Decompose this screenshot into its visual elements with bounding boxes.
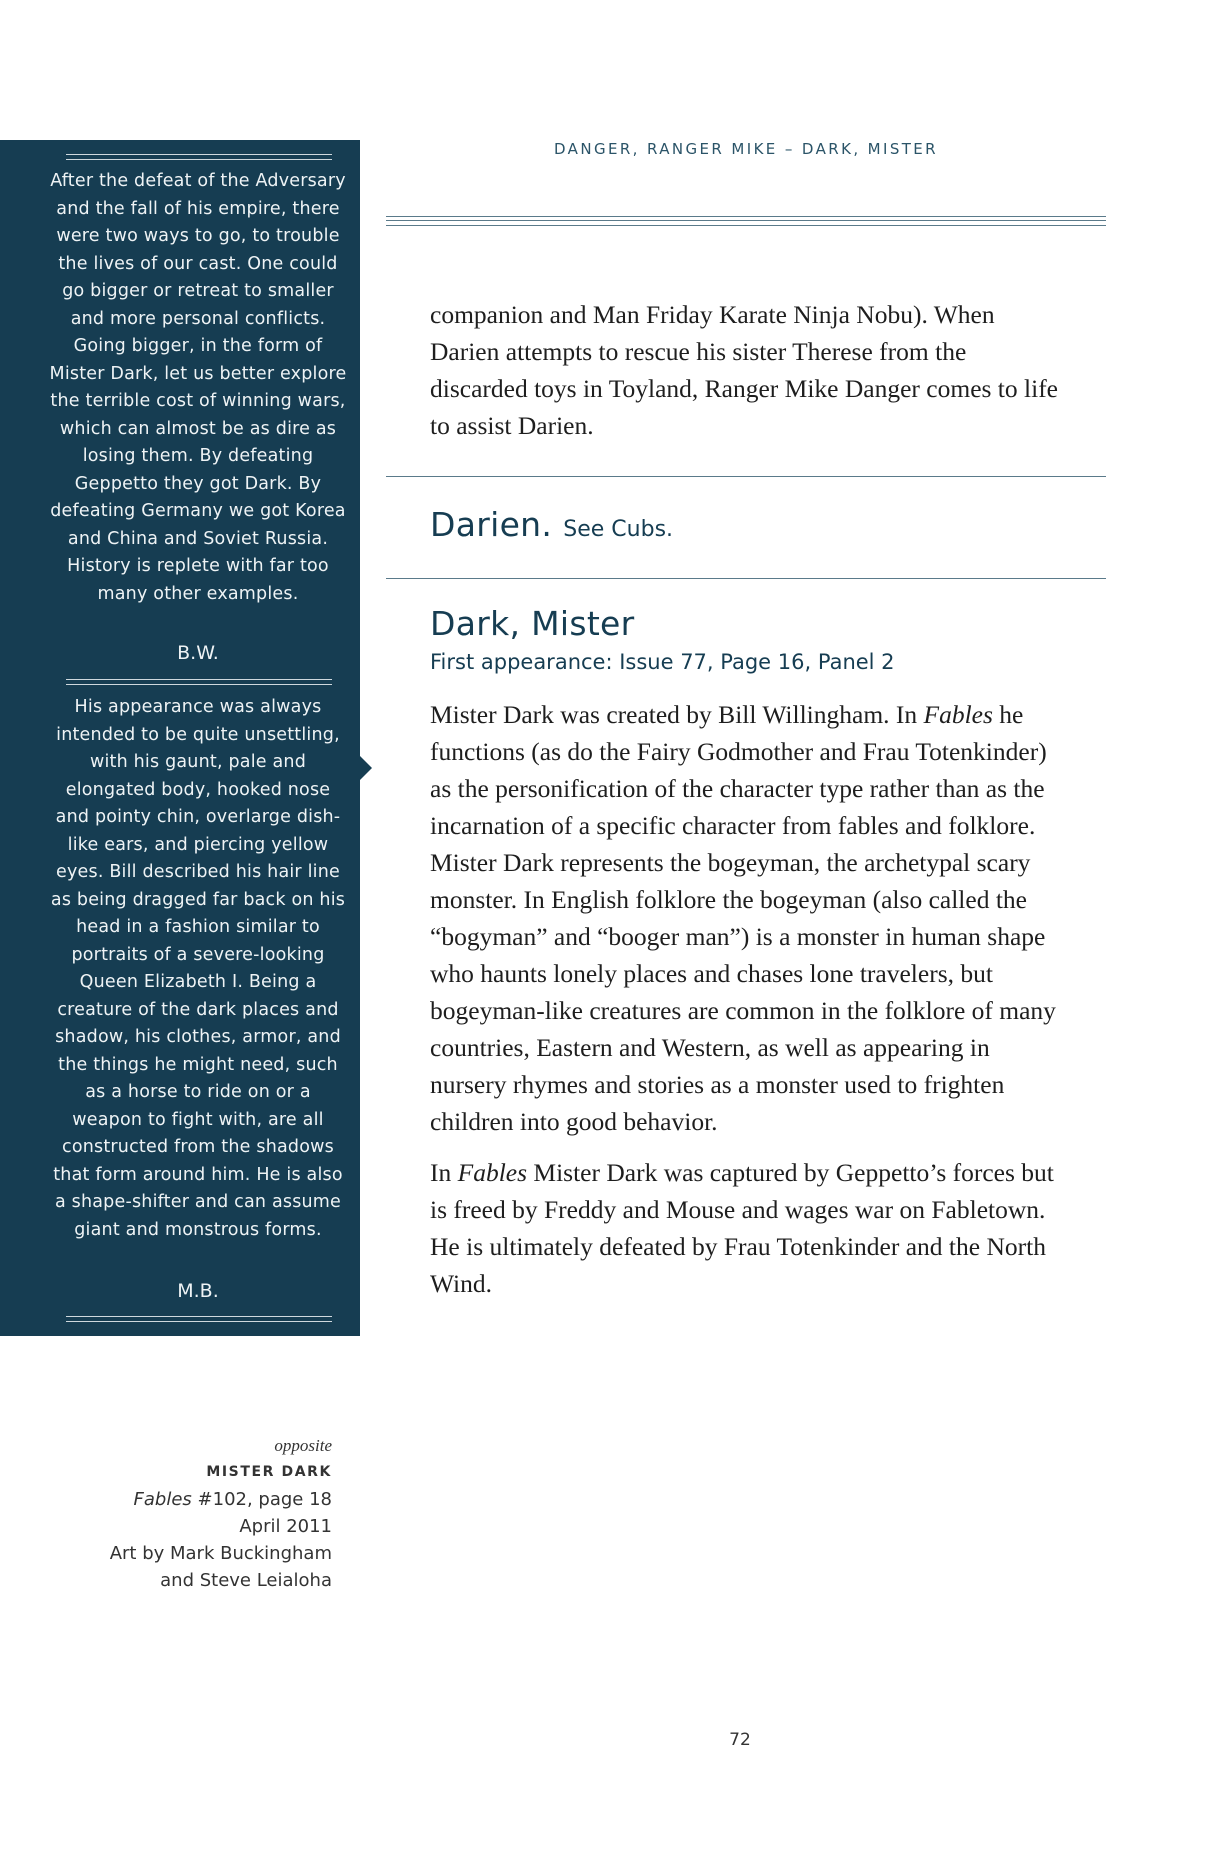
caption-date: April 2011 <box>239 1516 332 1537</box>
continued-paragraph: companion and Man Friday Karate Ninja Nobu). When Darien attempts to rescue his sister Therese from the discarded toys in Toyland, Ranger Mike Danger comes to life to assist Darien. <box>430 300 1058 440</box>
continued-entry-text <box>430 296 1070 458</box>
sidebar-pointer <box>360 756 372 780</box>
text-run: Mister Dark was captured by Geppetto’s forces but is freed by Freddy and Mouse and wages war on Fabletown. He is ultimately defeated by Frau Totenkinder and the North Wind. <box>430 1158 1054 1298</box>
caption-issue <box>60 1486 332 1513</box>
darien-entry <box>430 505 673 544</box>
caption-title: MISTER DARK <box>206 1464 332 1480</box>
dark-mister-paragraph-1 <box>430 696 1070 1140</box>
dark-mister-body <box>430 696 1070 1316</box>
dark-mister-entry-title: Dark, Mister <box>430 604 635 643</box>
sidebar-note-bw: After the defeat of the Adversary and the fall of his empire, there were two ways to go, to trouble the lives of our cast. One could go bigger or retreat to smaller and more personal conflicts. Going bigger, in the form of Mister Dark, let us better explore the terrible cost of winning wars, which can almost be as dire as losing them. By defeating Geppetto they got Dark. By defeating Germany we got Korea and China and Soviet Russia. History is replete with far too many other examples. <box>49 171 347 604</box>
sidebar-panel <box>0 140 360 1336</box>
text-run: he functions (as do the Fairy Godmother and Frau Totenkinder) as the personification of the character type rather than as the incarnation of a specific character from fables and folklore. Mister Dark represents the bogeyman, the archetypal scary monster. In English folklore the bogeyman (also called the “bogyman” and “booger man”) is a monster in human shape who haunts lonely places and chases lone travelers, but bogeyman-like creatures are common in the folklore of many countries, Eastern and Western, as well as appearing in nursery rhymes and stories as a monster used to frighten children into good behavior. <box>430 700 1056 1136</box>
entry-divider <box>386 476 1106 477</box>
first-appearance: First appearance: Issue 77, Page 16, Panel 2 <box>430 650 895 674</box>
darien-see-reference[interactable]: See Cubs. <box>563 517 674 542</box>
book-title: Fables <box>923 700 993 729</box>
sidebar-signature-mb: M.B. <box>177 1280 219 1302</box>
image-caption <box>60 1432 332 1594</box>
text-run: Mister Dark was created by Bill Willingham. In <box>430 700 924 729</box>
caption-art-credit-2: and Steve Leialoha <box>160 1570 332 1591</box>
caption-art-credit: Art by Mark Buckingham <box>109 1543 332 1564</box>
page-number: 72 <box>729 1730 751 1750</box>
header-triple-rule <box>386 216 1106 226</box>
book-title: Fables <box>457 1158 528 1187</box>
sidebar-bottom-rule <box>66 1316 332 1322</box>
sidebar-top-rule <box>66 154 332 160</box>
text-run: In <box>430 1158 458 1187</box>
caption-opposite: opposite <box>274 1436 332 1455</box>
caption-issue-title: Fables <box>133 1489 192 1510</box>
running-head: DANGER, RANGER MIKE – DARK, MISTER <box>553 140 939 158</box>
dark-mister-paragraph-2 <box>430 1154 1070 1302</box>
sidebar-note-mb: His appearance was always intended to be quite unsettling, with his gaunt, pale and elongated body, hooked nose and pointy chin, overlarge dish-like ears, and piercing yellow eyes. Bill described his hair line as being dragged far back on his head in a fashion similar to portraits of a severe-looking Queen Elizabeth I. Being a creature of the dark places and shadow, his clothes, armor, and the things he might need, such as a horse to ride on or a weapon to fight with, are all constructed from the shadows that form around him. He is also a shape-shifter and can assume giant and monstrous forms. <box>50 697 346 1240</box>
entry-divider <box>386 578 1106 579</box>
caption-issue-number: #102, page 18 <box>191 1489 332 1510</box>
darien-entry-title: Darien. <box>430 505 553 544</box>
sidebar-middle-rule <box>66 679 332 685</box>
dark-mister-entry-heading <box>430 604 635 643</box>
sidebar-signature-bw: B.W. <box>177 642 219 664</box>
